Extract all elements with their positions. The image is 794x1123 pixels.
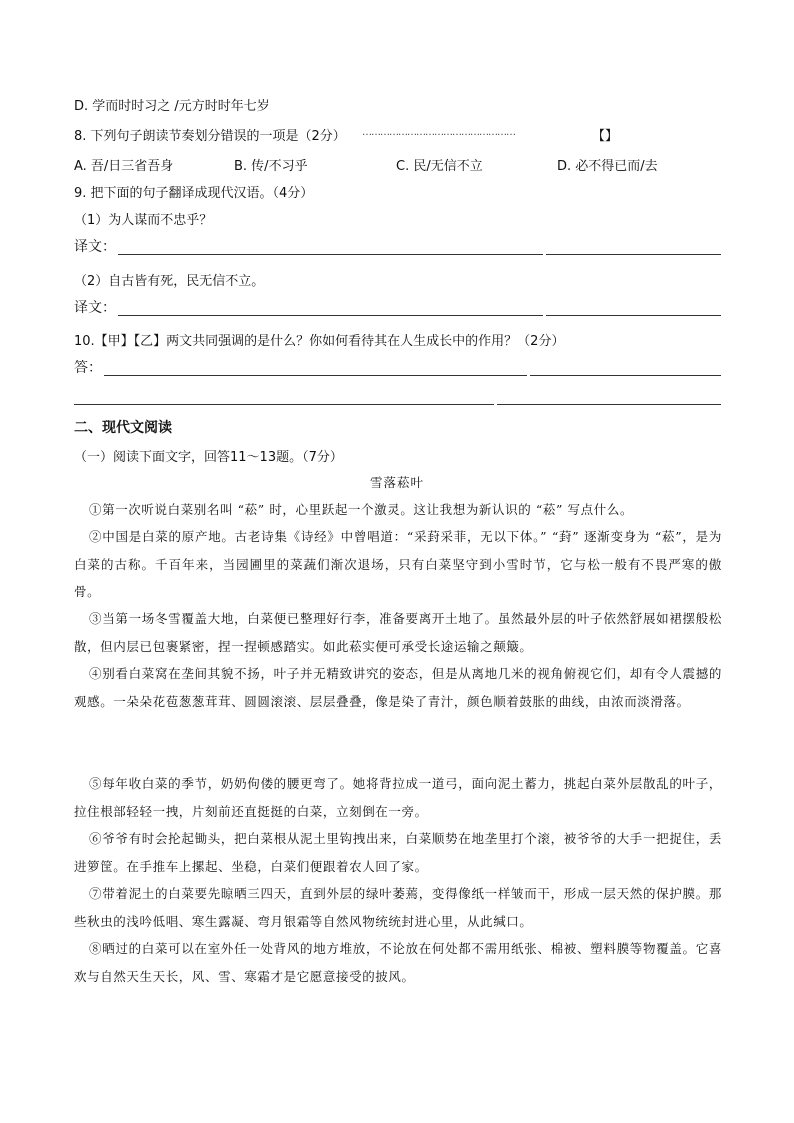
q9-sentence-2: （2）自古皆有死，民无信不立。 bbox=[74, 274, 265, 289]
paragraph-8: ⑧晒过的白菜可以在室外任一处背风的地方堆放，不论放在何处都不需用纸张、棉被、塑料膜等物覆盖。它喜欢与自然天生天长，风、雪、寒霜才是它愿意接受的披风。 bbox=[74, 941, 722, 984]
q9-stem: 9. 把下面的句子翻译成现代汉语。（4分） bbox=[74, 186, 314, 201]
section-heading: 二、现代文阅读 bbox=[74, 420, 172, 436]
q10-answer-line-2b[interactable] bbox=[497, 404, 721, 405]
paragraph-4: ④别看白菜窝在垄间其貌不扬，叶子并无精致讲究的姿态，但是从离地几米的视角俯视它们，却有令人震撼的观感。一朵朵花苞葱葱茸茸、圆圆滚滚、层层叠叠，像是染了青汁，颜色顺着鼓胀的曲线，由浓而淡滑落。 bbox=[74, 666, 722, 709]
q10-answer-line-1a[interactable] bbox=[104, 375, 527, 376]
paragraph-5: ⑤每年收白菜的季节，奶奶佝偻的腰更弯了。她将背拉成一道弓，面向泥土蓄力，挑起白菜外层散乱的叶子，拉住根部轻轻一拽，片刻前还直挺挺的白菜，立刻倒在一旁。 bbox=[74, 776, 722, 819]
q8-stem: 8. 下列句子朗读节奏划分错误的一项是（2分） bbox=[74, 129, 346, 144]
q9-sentence-1: （1）为人谋而不忠乎？ bbox=[74, 213, 213, 228]
q8-option-b: B. 传/不习乎 bbox=[234, 159, 308, 174]
q9-answer-label-2: 译文： bbox=[74, 300, 116, 316]
q9-answer-line-1b[interactable] bbox=[546, 254, 721, 255]
q8-option-a: A. 吾/日三省吾身 bbox=[74, 159, 174, 174]
q9-answer-label-1: 译文： bbox=[74, 239, 116, 255]
q9-answer-line-2a[interactable] bbox=[118, 315, 543, 316]
q9-answer-line-1a[interactable] bbox=[118, 254, 543, 255]
q10-answer-line-2a[interactable] bbox=[74, 404, 494, 405]
q10-answer-line-1b[interactable] bbox=[530, 375, 721, 376]
paragraph-6: ⑥爷爷有时会抡起锄头，把白菜根从泥土里钩拽出来，白菜顺势在地垄里打个滚，被爷爷的大手一把捉住，丢进箩筐。在手推车上摞起、坐稳，白菜们便跟着农人回了家。 bbox=[74, 831, 722, 874]
q10-answer-label: 答： bbox=[74, 360, 102, 376]
section-subheading: （一）阅读下面文字，回答11～13题。（7分） bbox=[74, 450, 343, 465]
paragraph-1: ①第一次听说白菜别名叫 “菘” 时，心里跃起一个激灵。这让我想为新认识的 “菘” 写点什么。 bbox=[89, 502, 634, 517]
q8-answer-bracket: 【】 bbox=[592, 129, 619, 144]
q8-option-d: D. 必不得已而/去 bbox=[557, 159, 658, 174]
q8-dot-leader: …………………………………………… bbox=[362, 127, 515, 138]
q7-option-d: D. 学而时时习之 /元方时时年七岁 bbox=[74, 99, 270, 114]
q9-answer-line-2b[interactable] bbox=[546, 315, 721, 316]
article-title: 雪落菘叶 bbox=[370, 475, 425, 490]
paragraph-7: ⑦带着泥土的白菜要先晾晒三四天，直到外层的绿叶萎蔫，变得像纸一样皱而干，形成一层天然的保护膜。那些秋虫的浅吟低唱、寒生露凝、弯月银霜等自然风物统统封进心里，从此缄口。 bbox=[74, 886, 722, 929]
paragraph-3: ③当第一场冬雪覆盖大地，白菜便已整理好行李，准备要离开土地了。虽然最外层的叶子依然舒展如裙摆般松散，但内层已包裹紧密，捏一捏顿感踏实。如此菘实便可承受长途运输之颠簸。 bbox=[74, 611, 722, 654]
paragraph-2: ②中国是白菜的原产地。古老诗集《诗经》中曾唱道：“采葑采菲，无以下体。” “葑” 逐渐变身为 “菘”，是为白菜的古称。千百年来，当园圃里的菜蔬们渐次退场，只有白菜坚守到小雪时节，它与松一般有不畏严寒的傲骨。 bbox=[74, 529, 722, 599]
q8-option-c: C. 民/无信不立 bbox=[396, 159, 483, 174]
q10-stem: 10.【甲】【乙】两文共同强调的是什么？你如何看待其在人生成长中的作用？（2分） bbox=[74, 334, 565, 349]
